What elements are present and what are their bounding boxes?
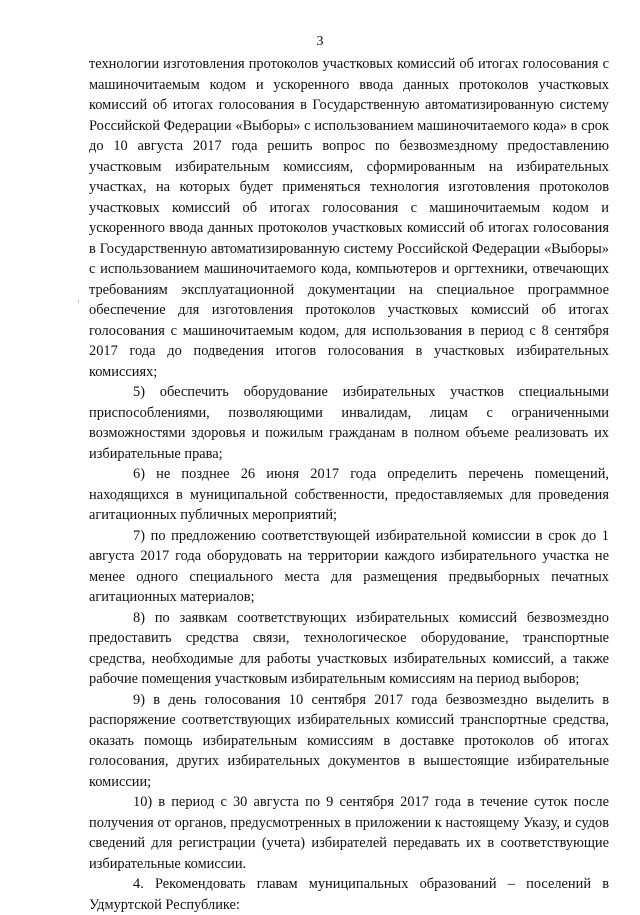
paragraph-item-7: 7) по предложению соответствующей избирательной комиссии в срок до 1 августа 2017 года оборудовать на территории каждого избирательного участка не менее одного специального места для размещения предвыборных печатных агитационных материалов; <box>89 527 609 605</box>
paragraph-item-8: 8) по заявкам соответствующих избирательных комиссий безвозмездно предоставить средства связи, технологическое оборудование, транспортные средства, необходимые для работы участковых избирательных комиссий, а также рабочие помещения участковым избирательным комиссиям на период выборов; <box>89 609 609 687</box>
paragraph-item-5: 5) обеспечить оборудование избирательных участков специальными приспособлениями, позволяющими инвалидам, лицам с ограниченными возможностями здоровья и пожилым гражданам в полном объеме реализовать их избирательные права; <box>89 384 609 462</box>
page-number: 3 <box>316 34 324 49</box>
paragraph-continuation: технологии изготовления протоколов участковых комиссий об итогах голосования с машиночитаемым кодом и ускоренного ввода данных протоколов участковых комиссий об итогах голосования в Государственную автоматизированную систему Российской Федерации «Выборы» с использованием машиночитаемого кода» в срок до 10 августа 2017 года решить вопрос по безвозмездному предоставлению участковым избирательным комиссиям, сформированным на избирательных участках, на которых будет применяться технология изготовления протоколов участковых комиссий об итогах голосования с машиночитаемым кодом и ускоренного ввода данных протоколов участковых комиссий об итогах голосования в Государственную автоматизированную систему Российской Федерации «Выборы» с использованием машиночитаемого кода, компьютеров и оргтехники, отвечающих требованиям эксплуатационной документации на специальное программное обеспечение для изготовления протоколов участковых комиссий об итогах голосования с машиночитаемым кодом, для использования в период с 8 сентября 2017 года до подведения итогов голосования в участковых избирательных комиссиях; <box>89 56 609 380</box>
paragraph-item-10: 10) в период с 30 августа по 9 сентября 2017 года в течение суток после получения от органов, предусмотренных в приложении к настоящему Указу, и судов сведений для регистрации (учета) избирателей передавать их в соответствующие избирательные комиссии. <box>89 794 609 872</box>
margin-mark <box>78 300 79 303</box>
paragraph-item-6: 6) не позднее 26 июня 2017 года определить перечень помещений, находящихся в муниципальной собственности, предоставляемых для проведения агитационных публичных мероприятий; <box>89 466 609 523</box>
paragraph-section-4: 4. Рекомендовать главам муниципальных образований – поселений в Удмуртской Республике: <box>89 876 609 913</box>
paragraph-item-9: 9) в день голосования 10 сентября 2017 года безвозмездно выделить в распоряжение соответствующих избирательных комиссий транспортные средства, оказать помощь избирательным комиссиям в доставке протоколов об итогах голосования, других избирательных документов в вышестоящие избирательные комиссии; <box>89 691 609 790</box>
document-body <box>89 54 609 915</box>
